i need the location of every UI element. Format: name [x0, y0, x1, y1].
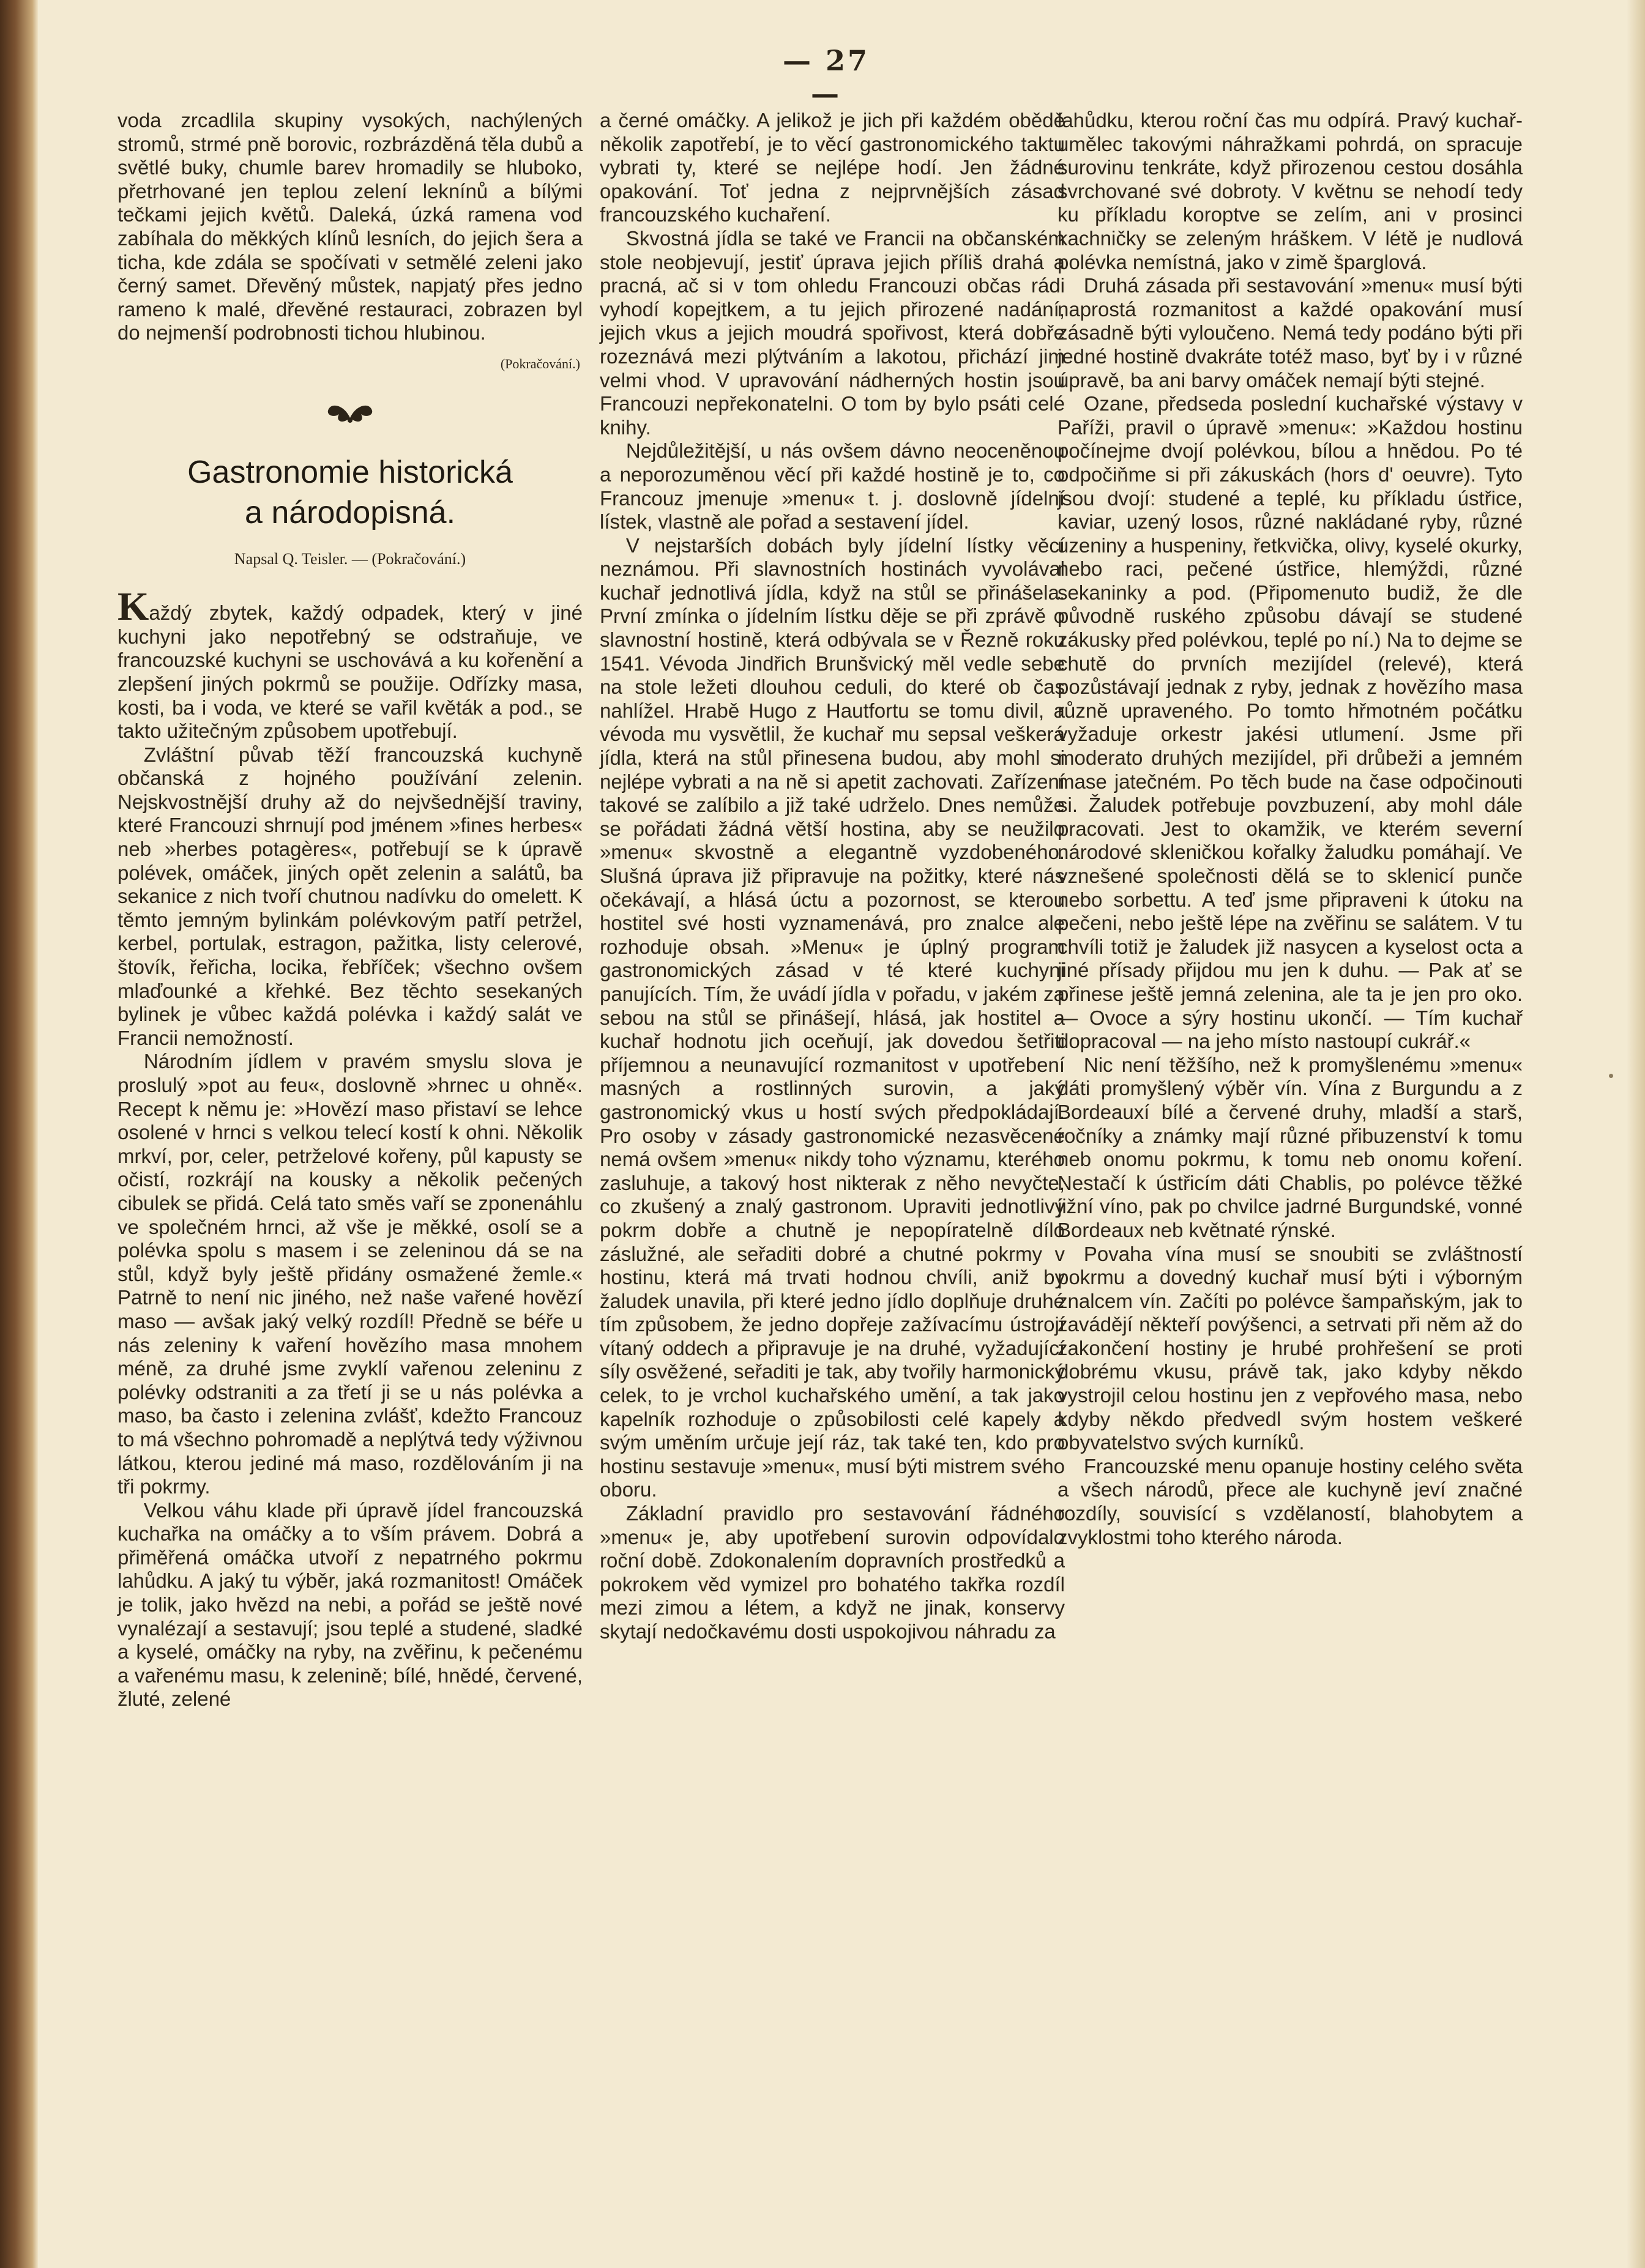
- page-number: — 27 —: [782, 44, 870, 110]
- book-binding-shadow: [0, 0, 38, 2268]
- paragraph: a černé omáčky. A jelikož je jich při každém obědě několik zapotřebí, je to věcí gastronomického taktu vybrati ty, které se nejlépe hodí. Jen žádné opakování. Toť jedna z nejprvnějších zásad francouzského kuchaření.: [600, 109, 1065, 226]
- paragraph-first-text: aždý zbytek, každý odpadek, který v jiné kuchyni jako nepotřebný se odstraňuje, ve francouzské kuchyni se uschovává a ku kořenění a zlepšení jiných pokrmů se použije. Odřízky masa, kosti, ba i voda, ve které se vařil květák a pod., se takto užitečným způsobem upotřebují.: [118, 601, 583, 743]
- paragraph: Druhá zásada při sestavování »menu« musí býti naprostá rozmanitost a každé opakování musí zásadně býti vyloučeno. Nemá tedy podáno býti při jedné hostině dvakráte totéž maso, byť by i v různé úpravě, ba ani barvy omáček nemají býti stejné.: [1058, 274, 1523, 392]
- ornament-icon: [118, 400, 583, 428]
- paragraph: V nejstarších dobách byly jídelní lístky věcí neznámou. Při slavnostních hostinách vyvolával kuchař jednotlivá jídla, když na stůl se přinášela. První zmínka o jídelním lístku děje se při zprávě o slavnostní hostině, která odbývala se v Řezně roku 1541. Vévoda Jindřich Brunšvický měl vedle sebe na stole ležeti dlouhou ceduli, do které ob čas nahlížel. Hrabě Hugo z Hautfortu se tomu divil, a vévoda mu vysvětlil, že kuchař mu sepsal veškerá jídla, která na stůl přinesena budou, aby mohl si nejlépe vybrati a na ně si apetit zachovati. Zařízení takové se zalíbilo a již také udrželo. Dnes nemůže se pořádati žádná větší hostina, aby se neužilo »menu« skvostně a elegantně vyzdobeného. Slušná úprava již připravuje na požitky, které nás očekávají, a hlásá úctu a pozornost, se kterou hostitel své hosti vyznamenává, pro znalce ale rozhoduje obsah. »Menu« je úplný program gastronomických zásad v té které kuchyni panujících. Tím, že uvádí jídla v pořadu, v jakém za sebou na stůl se přinášejí, hlásá, jak hostitel a kuchař hodnotu jich oceňují, jak dovedou šetřiti příjemnou a neunavující rozmanitost v upotřebení masných a rostlinných surovin, a jaký gastronomický vkus u hostí svých předpokládají. Pro osoby v zásady gastronomické nezasvěcené nemá ovšem »menu« nikdy toho významu, kterého zasluhuje, a takový host nikterak z něho nevyčte, co zkušený a znalý gastronom. Upraviti jednotlivý pokrm dobře a chutně je nepopíratelně dílo záslužné, ale seřaditi dobré a chutné pokrmy v hostinu, která má trvati hodnou chvíli, aniž by žaludek unavila, při které jedno jídlo doplňuje druhé tím způsobem, že jedno dopřeje zažívacímu ústrojí vítaný oddech a připravuje je na druhé, vyžadující síly osvěžené, seřaditi je tak, aby tvořily harmonický celek, to je vrchol kuchařského umění, a tak jako kapelník rozhoduje o způsobilosti celé kapely a svým uměním určuje její ráz, tak také ten, kdo pro hostinu sestavuje »menu«, musí býti mistrem svého oboru.: [600, 534, 1065, 1501]
- paragraph: Nejdůležitější, u nás ovšem dávno neoceněnou a neporozuměnou věcí při každé hostině je to, co Francouz jmenuje »menu« t. j. doslovně jídelní lístek, vlastně ale pořad a sestavení jídel.: [600, 439, 1065, 534]
- paragraph: Nic není těžšího, než k promyšlenému »menu« dáti promyšlený výběr vín. Vína z Burgundu a z Bordeauxí bílé a červené druhy, mladší a starš, ročníky a známky mají různé přibuzenství k tomu neb onomu pokrmu, k tomu neb onomu koření. Nestačí k ústřicím dáti Chablis, po polévce těžké jižní víno, pak po chvilce jadrné Burgundské, vonné Bordeaux neb květnaté rýnské.: [1058, 1053, 1523, 1241]
- paragraph: lahůdku, kterou roční čas mu odpírá. Pravý kuchař-umělec takovými náhražkami pohrdá, on spracuje surovinu tenkráte, když přirozenou cestou dosáhla svrchované své dobroty. V květnu se nehodí tedy ku příkladu koroptve se zelím, ani v prosinci kachničky se zeleným hráškem. V létě je nudlová polévka nemístná, jako v zimě šparglová.: [1058, 109, 1523, 273]
- continuation-note: (Pokračování.): [500, 355, 580, 371]
- paragraph: Povaha vína musí se snoubiti se zvláštností pokrmu a dovedný kuchař musí býti i výborným znalcem vín. Začíti po polévce šampaňským, jak to zavádějí někteří povýšenci, a setrvati při něm až do zakončení hostiny je hrubé prohřešení se proti dobrému vkusu, právě tak, jako kdyby někdo vystrojil celou hostinu jen z vepřového masa, nebo kdyby někdo předvedl svým hostem veškeré obyvatelstvo svých kurníků.: [1058, 1242, 1523, 1454]
- drop-cap: K: [118, 584, 149, 630]
- article-title-line1: Gastronomie historická: [187, 454, 513, 490]
- margin-speck: [1609, 1074, 1613, 1078]
- paragraph: Základní pravidlo pro sestavování řádného »menu« je, aby upotřebení surovin odpovídalo roční době. Zdokonalením dopravních prostředků a pokrokem věd vymizel pro bohatého takřka rozdíl mezi zimou a létem, a když ne jinak, konservy skytají nedočkavému dosti uspokojivou náhradu za: [600, 1502, 1065, 1643]
- paragraph: Národním jídlem v pravém smyslu slova je proslulý »pot au feu«, doslovně »hrnec u ohně«. Recept k němu je: »Hovězí maso přistaví se lehce osolené v hrnci s velkou telecí kostí k ohni. Několik mrkví, por, celer, petrželové kořeny, půl kapusty se očistí, rozkrájí na kousky a několik pečených cibulek se přidá. Celá tato směs vaří se zponenáhlu ve společném hrnci, až vše je měkké, osolí se a polévka spolu s masem i se zeleninou dá se na stůl, když byly ještě přidány osmažené žemle.« Patrně to není nic jiného, než naše vařené hovězí maso — avšak jaký velký rozdíl! Předně se béře u nás zeleniny k vaření hovězího masa mnohem méně, za druhé jsme zvyklí vařenou zeleninu z polévky odstraniti a za třetí ji se u nás polévka a maso, ba často i zelenina zvlášť, kdežto Francouz to má všechno pohromadě a neplýtvá tedy výživnou látkou, kterou jediné má maso, rozdělováním ji na tři pokrmy.: [118, 1050, 583, 1498]
- article-title: [118, 452, 583, 533]
- paragraph-first: [118, 584, 583, 743]
- paper-edge: [1627, 0, 1645, 2268]
- paragraph: Velkou váhu klade při úpravě jídel francouzská kuchařka na omáčky a to vším právem. Dobrá a přiměřená omáčka utvoří z nepatrného pokrmu lahůdku. A jaký tu výběr, jaká rozmanitost! Omáček je tolik, jako hvězd na nebi, a pořád se ještě nové vynalézají a sestavují; jsou teplé a studené, sladké a kyselé, omáčky na ryby, na zvěřinu, k pečenému a vařenému masu, k zelenině; bílé, hnědé, červené, žluté, zelené: [118, 1498, 583, 1711]
- column-middle: [600, 109, 1065, 1644]
- paragraph: Skvostná jídla se také ve Francii na občanském stole neobjevují, jestiť úprava jejich příliš drahá a pracná, ač si v tom ohledu Francouzi občas rádi vyhodí kopejtkem, a tu jejich přirozené nadání, jejich vkus a jejich moudrá spořivost, která dobře rozeznává mezi plýtváním a lakotou, přichází jim velmi vhod. V upravování nádherných hostin jsou Francouzi nepřekonatelni. O tom by bylo psáti celé knihy.: [600, 226, 1065, 439]
- paragraph: voda zrcadlila skupiny vysokých, nachýlených stromů, strmé pně borovic, rozbrázděná těla dubů a světlé buky, chumle barev hromadily se hluboko, přetrhované jen teplou zelení leknínů a bílými tečkami jejich květů. Daleká, úzká ramena vod zabíhala do měkkých klínů lesních, do jejich šera a ticha, kde zdála se spočívati v setmělé zeleni jako černý samet. Dřevěný můstek, napjatý přes jedno rameno k malé, dřevěné restauraci, zobrazen byl do nejmenší podrobnosti tichou hlubinou.: [118, 109, 583, 344]
- paragraph: Zvláštní půvab těží francouzská kuchyně občanská z hojného používání zelenin. Nejskvostnější druhy až do nejvšednější traviny, které Francouzi shrnují pod jménem »fines herbes« neb »herbes potagères«, potřebují se k úpravě polévek, omáček, jiných opět zelenin a salátů, ba sekanice z nich tvoří chutnou nadívku do omelett. K těmto jemným bylinkám polévkovým patří petržel, kerbel, portulak, estragon, pažitka, listy celerové, štovík, řeřicha, locika, řebříček; všechno ovšem mlaďounké a křehké. Bez těchto sesekaných bylinek je vůbec každá polévka i každý salát ve Francii nemožností.: [118, 743, 583, 1049]
- column-right: [1058, 109, 1523, 1549]
- article-title-line2: a národopisná.: [244, 494, 456, 530]
- paragraph: Francouzské menu opanuje hostiny celého světa a všech národů, přece ale kuchyně jeví značné rozdíly, souvisící s vzdělaností, blahobytem a zvyklostmi toho kterého národa.: [1058, 1454, 1523, 1549]
- column-left: [118, 109, 583, 1711]
- article-byline: Napsal Q. Teisler. — (Pokračování.): [234, 549, 466, 568]
- paragraph: Ozane, předseda poslední kuchařské výstavy v Paříži, pravil o úpravě »menu«: »Každou hostinu počínejme dvojí polévkou, bílou a hnědou. Po té odpočiňme si při zákuskách (hors d' oeuvre). Tyto jsou dvojí: studené a teplé, ku příkladu ústřice, kaviar, uzený losos, různé nakládané ryby, různé uzeniny a huspeniny, řetkvička, olivy, kyselé okurky, nebo raci, pečené ústřice, hlemýždi, různé sekaninky a pod. (Připomenuto budiž, že dle původně ruského způsobu dávají se studené zákusky před polévkou, teplé po ní.) Na to dejme se chutě do prvních mezijídel (relevé), která pozůstávají jednak z ryby, jednak z hovězího masa různě upraveného. Po tomto hřmotném počátku vyžaduje orkestr jakési utlumení. Jsme při moderato druhých mezijídel, při drůbeži a jemném mase jatečném. Po těch bude na čase odpočinouti si. Žaludek potřebuje povzbuzení, aby mohl dále pracovati. Jest to okamžik, ve kterém severní národové skleničkou kořalky žaludku pomáhají. Ve vznešené společnosti dělá se to sklenicí punče nebo sorbettu. A teď jsme připraveni k útoku na pečeni, nebo ještě lépe na zvěřinu se salátem. V tu chvíli totiž je žaludek již nasycen a kyselost octa a jiné přísady přijdou mu jen k duhu. — Pak ať se přinese ještě jemná zelenina, ale ta je jen pro oko. — Ovoce a sýry hostinu ukončí. — Tím kuchař dopracoval — na jeho místo nastoupí cukrář.«: [1058, 392, 1523, 1053]
